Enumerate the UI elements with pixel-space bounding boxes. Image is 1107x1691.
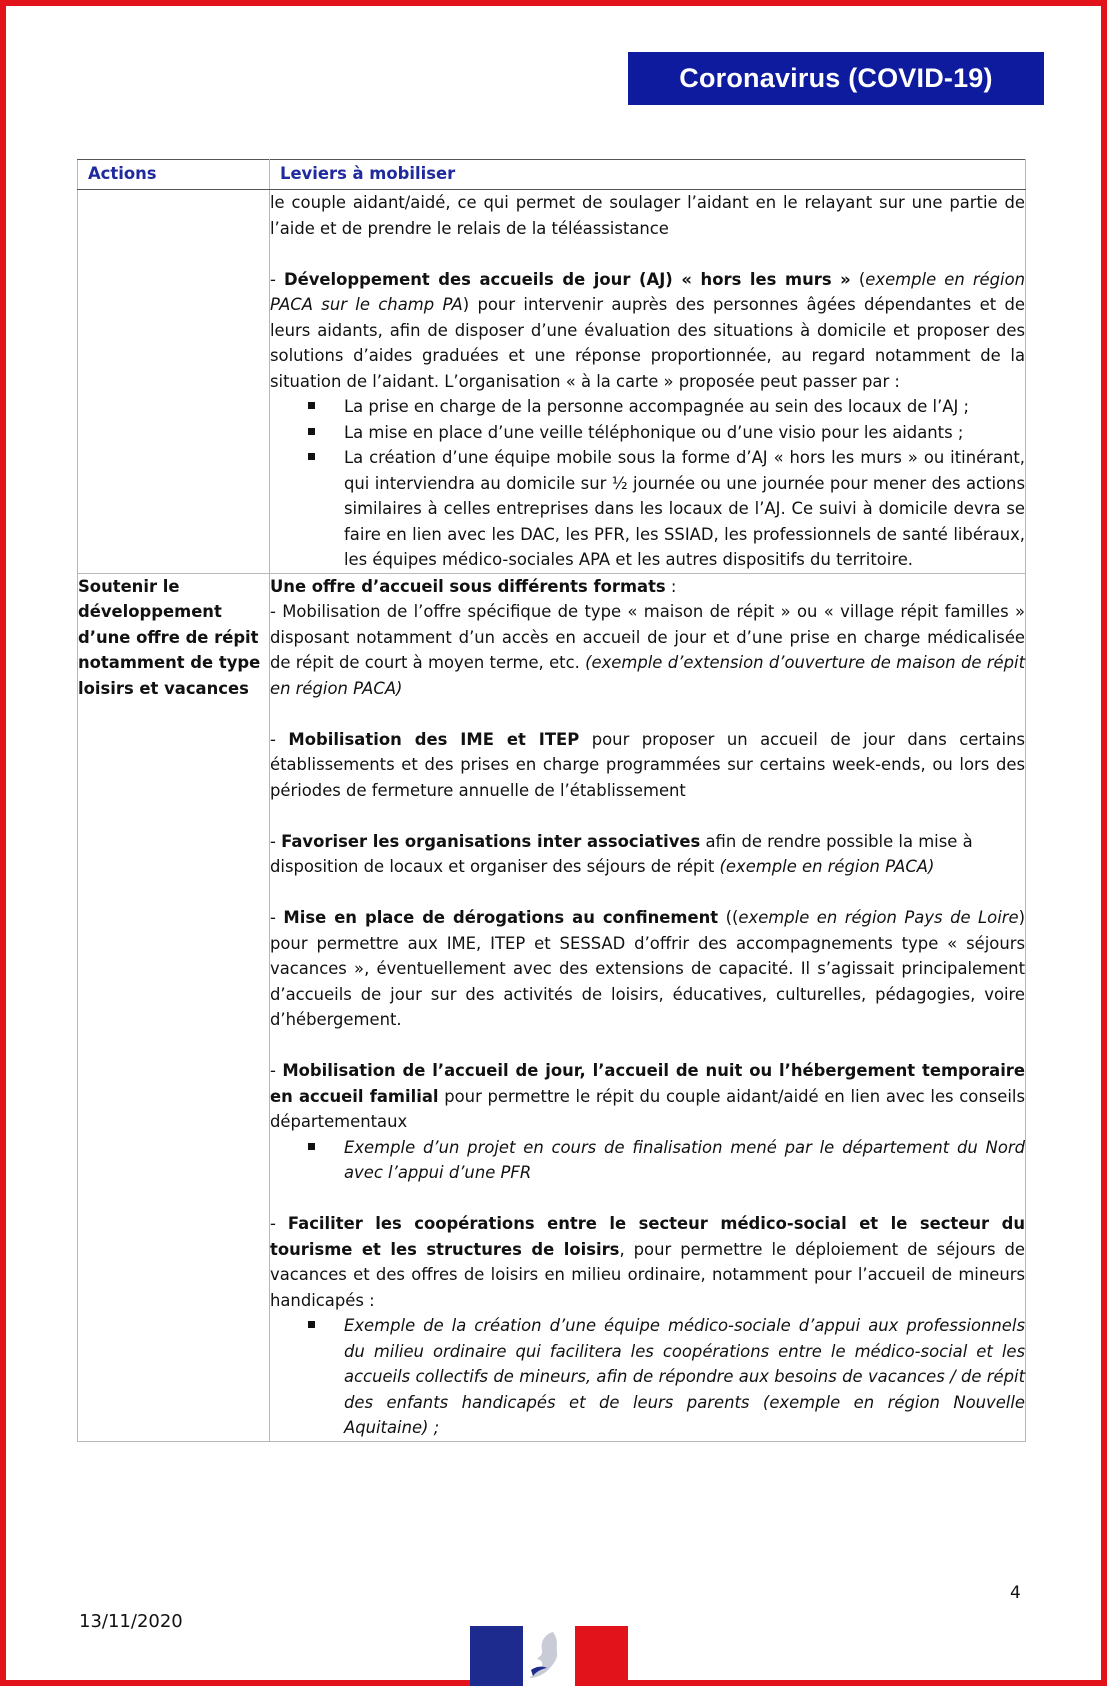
accueil-bullet-list: [270, 1135, 1025, 1186]
leviers-cell: [270, 190, 1026, 574]
column-header-leviers: Leviers à mobiliser: [270, 160, 1026, 190]
table-row: [78, 573, 1026, 1441]
footer-date: 13/11/2020: [79, 1611, 183, 1632]
derogations-paragraph: - Mise en place de dérogations au confinement ((exemple en région Pays de Loire) pour permettre aux IME, ITEP et SESSAD d’offrir des accompagnements type « séjours vacances », éventuellement avec des extensions de capacité. Il s’agissait principalement d’accueils de jour sur des activités de loisirs, éducatives, culturelles, pédagogies, voire d’hébergement.: [270, 908, 1025, 1029]
table-row: [78, 190, 1026, 574]
intro-paragraph: le couple aidant/aidé, ce qui permet de soulager l’aidant en le relayant sur une partie de l’aide et de prendre le relais de la téléassistance: [270, 193, 1025, 238]
list-item: Exemple de la création d’une équipe médico-sociale d’appui aux professionnels du milieu ordinaire qui facilitera les coopérations entre le médico-social et les accueils collectifs de mineurs, afin de répondre aux besoins de vacances / de répit des enfants handicapés et de leurs parents (exemple en région Nouvelle Aquitaine) ;: [344, 1313, 1025, 1441]
list-item: La mise en place d’une veille téléphonique ou d’une visio pour les aidants ;: [344, 420, 1025, 446]
list-item: La prise en charge de la personne accompagnée au sein des locaux de l’AJ ;: [344, 394, 1025, 420]
aj-bullet-list: [270, 394, 1025, 573]
page-frame-left: [0, 0, 6, 1686]
header-title: Coronavirus (COVID-19): [679, 63, 993, 93]
action-cell: Soutenir le développement d’une offre de répit notamment de type loisirs et vacances: [78, 573, 270, 1441]
cooperations-paragraph: - Faciliter les coopérations entre le secteur médico-social et le secteur du tourisme et les structures de loisirs, pour permettre le déploiement de séjours de vacances et des offres de loisirs en milieu ordinaire, notamment pour l’accueil de mineurs handicapés :: [270, 1214, 1025, 1310]
column-header-actions: Actions: [78, 160, 270, 190]
cooperations-bullet-list: [270, 1313, 1025, 1441]
marianne-logo-icon: [470, 1626, 628, 1686]
list-item: Exemple d’un projet en cours de finalisation mené par le département du Nord avec l’appui d’une PFR: [344, 1135, 1025, 1186]
offer-heading: Une offre d’accueil sous différents formats :: [270, 576, 677, 596]
page-frame-top: [0, 0, 1107, 6]
page-number: 4: [1010, 1583, 1021, 1603]
accueil-paragraph: - Mobilisation de l’accueil de jour, l’accueil de nuit ou l’hébergement temporaire en accueil familial pour permettre le répit du couple aidant/aidé en lien avec les conseils départementaux: [270, 1061, 1026, 1131]
aj-paragraph: - Développement des accueils de jour (AJ) « hors les murs » (exemple en région PACA sur le champ PA) pour intervenir auprès des personnes âgées dépendantes et de leurs aidants, afin de disposer d’une évaluation des situations à domicile et proposer des solutions d’aides graduées et une réponse proportionnée, au regard notamment de la situation de l’aidant. L’organisation « à la carte » proposée peut passer par :: [270, 269, 1026, 391]
list-item: La création d’une équipe mobile sous la forme d’AJ « hors les murs » ou itinérant, qui interviendra au domicile sur ½ journée ou une journée pour mener des actions similaires à celles entreprises dans les locaux de l’AJ. Ce suivi à domicile devra se faire en lien avec les DAC, les PFR, les SSIAD, les professionnels de santé libéraux, les équipes médico-sociales APA et les autres dispositifs du territoire.: [344, 445, 1025, 573]
page-frame-right: [1101, 0, 1107, 1686]
table-header-row: [78, 160, 1026, 190]
offer-paragraph: - Mobilisation de l’offre spécifique de type « maison de répit » ou « village répit familles » disposant notamment d’un accès en accueil de jour et d’une prise en charge médicalisée de répit de court à moyen terme, etc. (exemple d’extension d’ouverture de maison de répit en région PACA): [270, 602, 1026, 698]
actions-table: [77, 159, 1026, 1442]
leviers-cell: [270, 573, 1026, 1441]
header-banner: [628, 52, 1044, 105]
action-cell-empty: [78, 190, 270, 574]
ime-itep-paragraph: - Mobilisation des IME et ITEP pour proposer un accueil de jour dans certains établissements et des prises en charge programmées sur certains week-ends, ou lors des périodes de fermeture annuelle de l’établissement: [270, 729, 1025, 800]
inter-associative-paragraph: - Favoriser les organisations inter associatives afin de rendre possible la mise à disposition de locaux et organiser des séjours de répit (exemple en région PACA): [270, 831, 973, 876]
